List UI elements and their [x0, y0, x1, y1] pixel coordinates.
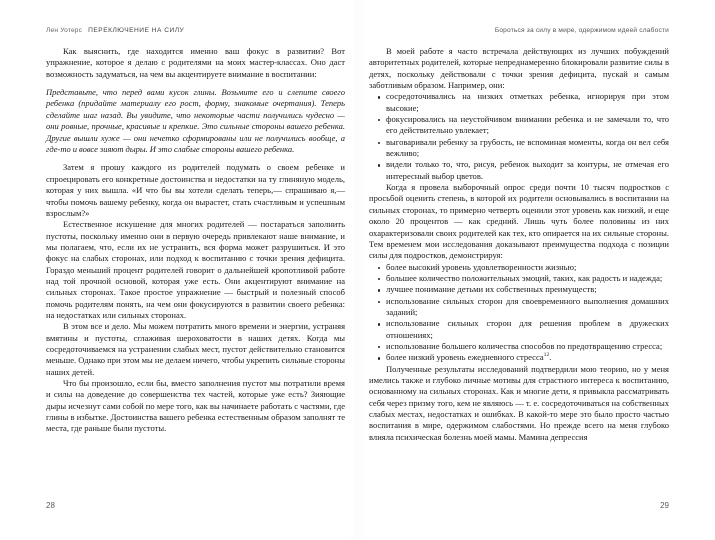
paragraph: Как выяснить, где находится именно ваш фокус в развитии? Вот упражнение, которое я делаю с родителями на моих мастер-классах. Оно даст возможность задуматься, на чем вы акцентируете внимание в воспитании:: [46, 46, 345, 79]
blockquote-text: Представьте, что перед вами кусок глины. Возьмите его и слепите своего ребенка (придайте материалу его рост, форму, знакомые очертания). Теперь сделайте шаг назад. Вы увидите, что некоторые части получились чудесно — они ровные, прочные, красивые и крепкие. Это сильные стороны вашего ребенка. Другие вышли хуже — они нечетко сформированы или не получились вообще, а где-то и вовсе зияют дыры. И это слабые стороны вашего ребенка.: [46, 87, 345, 155]
left-page-text-column: [46, 46, 345, 435]
list-item-with-footnote: [369, 352, 669, 363]
list-item: использование сильных сторон для своевременного выполнения домашних заданий;: [369, 296, 669, 319]
page-number-left: 28: [46, 501, 55, 510]
running-head-author: Лен Уотерс: [46, 27, 83, 34]
running-head-chapter-title: Бороться за силу в мире, одержимом идеей слабости: [494, 27, 669, 34]
left-page: [0, 0, 357, 540]
list-item: выговаривали ребенку за грубость, не вспоминая моменты, когда он вел себя вежливо;: [369, 137, 669, 160]
list-item-suffix: .: [549, 352, 552, 363]
list-item-text: более низкий уровень ежедневного стресса: [386, 352, 544, 363]
running-head-right: [369, 24, 669, 38]
bullet-list-parenting-deficit: [369, 91, 669, 182]
running-head-book-title: ПЕРЕКЛЮЧЕНИЕ НА СИЛУ: [88, 27, 185, 34]
list-item: лучшее понимание детьми их собственных преимуществ;: [369, 284, 669, 295]
right-page-text-column: [369, 46, 669, 443]
right-page: [357, 0, 715, 540]
paragraph: Когда я провела выборочный опрос среди почти 10 тысяч подростков с просьбой оценить степень, в которой их родители основывались в воспитании на сильных сторонах, то примерно четверть оценили этот уровень как низкий, и еще около 20 процентов — как средний. Лишь чуть более половины из них охарактеризовали своих родителей как тех, кто опирается на их сильные стороны. Тем временем мои исследования доказывают преимущества подхода с позиции силы для подростков, демонстрируя:: [369, 182, 669, 261]
paragraph: Затем я прошу каждого из родителей подумать о своем ребенке и спроецировать его конкретные достоинства и недостатки на ту глиняную модель, которая у них вышла. «И что бы вы хотели сделать теперь,— спрашиваю я,— чтобы помочь вашему ребенку, когда он вырастет, стать счастливым и успешным взрослым?»: [46, 162, 345, 218]
paragraph: В этом все и дело. Мы можем потратить много времени и энергии, устраняя вмятины и пустоты, сглаживая шероховатости в наших детях. Когда мы сосредоточиваемся на устранении слабых мест, пустот действительно становится меньше. Однако при этом мы не делаем ничего, чтобы укрепить сильные стороны наших детей.: [46, 321, 345, 377]
list-item: большее количество положительных эмоций, таких, как радость и надежда;: [369, 273, 669, 284]
paragraph: В моей работе я часто встречала действующих из лучших побуждений авторитетных родителей, которые непреднамеренно блокировали развитие силы в детях, поскольку действовали с точки зрения дефицита, пускай и самым заботливым образом. Например, они:: [369, 46, 669, 91]
list-item: использование сильных сторон для решения проблем в дружеских отношениях;: [369, 318, 669, 341]
list-item: сосредоточивались на низких отметках ребенка, игнорируя при этом высокие;: [369, 91, 669, 114]
list-item: использование большего количества способов по предотвращению стресса;: [369, 341, 669, 352]
footnote-marker: 12: [543, 352, 550, 359]
running-head-left: [46, 24, 345, 38]
blockquote-clay-exercise: [46, 87, 345, 155]
list-item: фокусировались на неустойчивом внимании ребенка и не замечали то, что его действительно увлекает;: [369, 114, 669, 137]
paragraph: Естественное искушение для многих родителей — постараться заполнить пустоты, поскольку именно они в первую очередь привлекают наше внимание, и мы полагаем, что, если их не устранить, вся форма может разрушиться. И это фокус на слабых сторонах, или подход к воспитанию с точки зрения дефицита. Гораздо меньший процент родителей говорит о дальнейшей кропотливой работе над той прочной основой, которая уже есть. Они акцентируют внимание на сильных сторонах. Такое простое упражнение — быстрый и полезный способ помочь родителям понять, на чем они фокусируются в развитии своего ребенка: на недостатках или сильных сторонах.: [46, 219, 345, 320]
page-number-right: 29: [660, 501, 669, 510]
list-item: видели только то, что, рисуя, ребенок выходит за контуры, не отмечая его интересный выбор цветов.: [369, 159, 669, 182]
bullet-list-strength-benefits: [369, 262, 669, 364]
paragraph: Что бы произошло, если бы, вместо заполнения пустот мы потратили время и силы на доведение до совершенства тех частей, которые уже есть? Зияющие дыры исчезнут сами собой по мере того, как вы начинаете работать с частями, где глины в избытке. Достоинства вашего ребенка естественным образом заполнят те места, где раньше были пустоты.: [46, 378, 345, 434]
paragraph: Полученные результаты исследований подтвердили мою теорию, но у меня имелись также и глубоко личные мотивы для страстного интереса к воспитанию, основанному на сильных сторонах. Как и многие дети, я привыкла рассматривать себя через призму того, кем не являюсь — т. е. сосредоточиваться на собственных слабых местах, недостатках и ошибках. В какой-то мере это было просто частью воспитания в мире, одержимом слабостями. Но прежде всего на меня глубоко влияла психическая болезнь моей мамы. Мамина депрессия: [369, 363, 669, 442]
list-item: более высокий уровень удовлетворенности жизнью;: [369, 262, 669, 273]
